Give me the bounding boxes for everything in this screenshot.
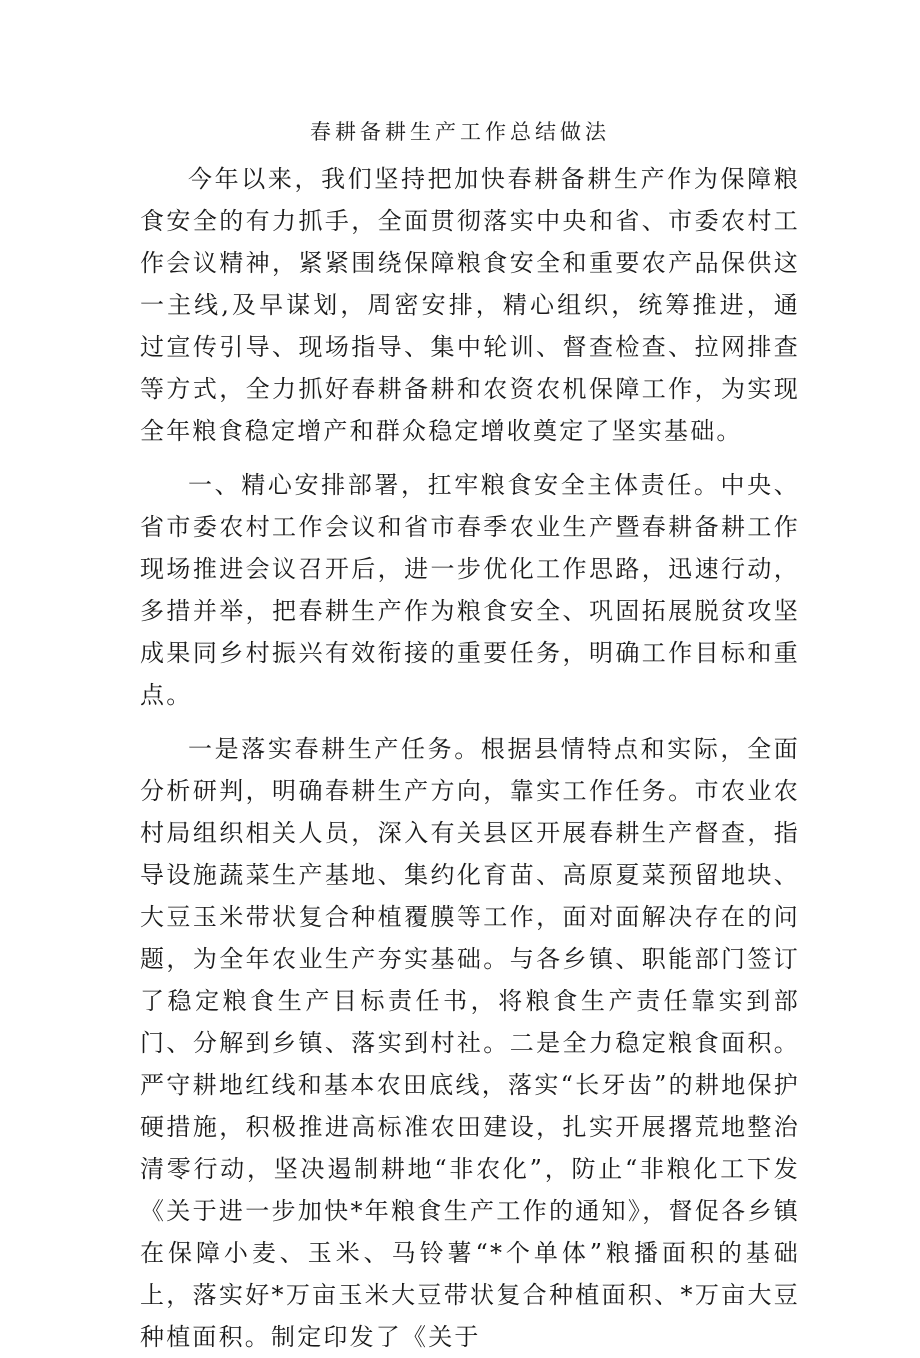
paragraph-spring-tasks: 一是落实春耕生产任务。根据县情特点和实际，全面分析研判，明确春耕生产方向，靠实工作任务。市农业农村局组织相关人员，深入有关县区开展春耕生产督查，指导设施蔬菜生产基地、集约化育苗、高原夏菜预留地块、大豆玉米带状复合种植覆膜等工作，面对面解决存在的问题，为全年农业生产夯实基础。与各乡镇、职能部门签订了稳定粮食生产目标责任书，将粮食生产责任靠实到部门、分解到乡镇、落实到村社。二是全力稳定粮食面积。严守耕地红线和基本农田底线，落实“长牙齿”的耕地保护硬措施，积极推进高标准农田建设，扎实开展撂荒地整治清零行动，坚决遏制耕地“非农化”，防止“非粮化工下发《关于进一步加快*年粮食生产工作的通知》，督促各乡镇在保障小麦、玉米、马铃薯“*个单体”粮播面积的基础上，落实好*万亩玉米大豆带状复合种植面积、*万亩大豆种植面积。制定印发了《关于 (140, 735, 800, 1351)
paragraph-intro: 今年以来，我们坚持把加快春耕备耕生产作为保障粮食安全的有力抓手，全面贯彻落实中央和省、市委农村工作会议精神，紧紧围绕保障粮食安全和重要农产品保供这一主线,及早谋划，周密安排，精心组织，统筹推进，通过宣传引导、现场指导、集中轮训、督查检查、拉网排查等方式，全力抓好春耕备耕和农资农机保障工作，为实现全年粮食稳定增产和群众稳定增收奠定了坚实基础。 (140, 165, 800, 445)
document-title: 春耕备耕生产工作总结做法 (310, 120, 610, 144)
paragraph-section-one: 一、精心安排部署，扛牢粮食安全主体责任。中央、省市委农村工作会议和省市春季农业生产暨春耕备耕工作现场推进会议召开后，进一步优化工作思路，迅速行动，多措并举，把春耕生产作为粮食安全、巩固拓展脱贫攻坚成果同乡村振兴有效衔接的重要任务，明确工作目标和重点。 (140, 471, 800, 709)
document-body (140, 158, 800, 1358)
